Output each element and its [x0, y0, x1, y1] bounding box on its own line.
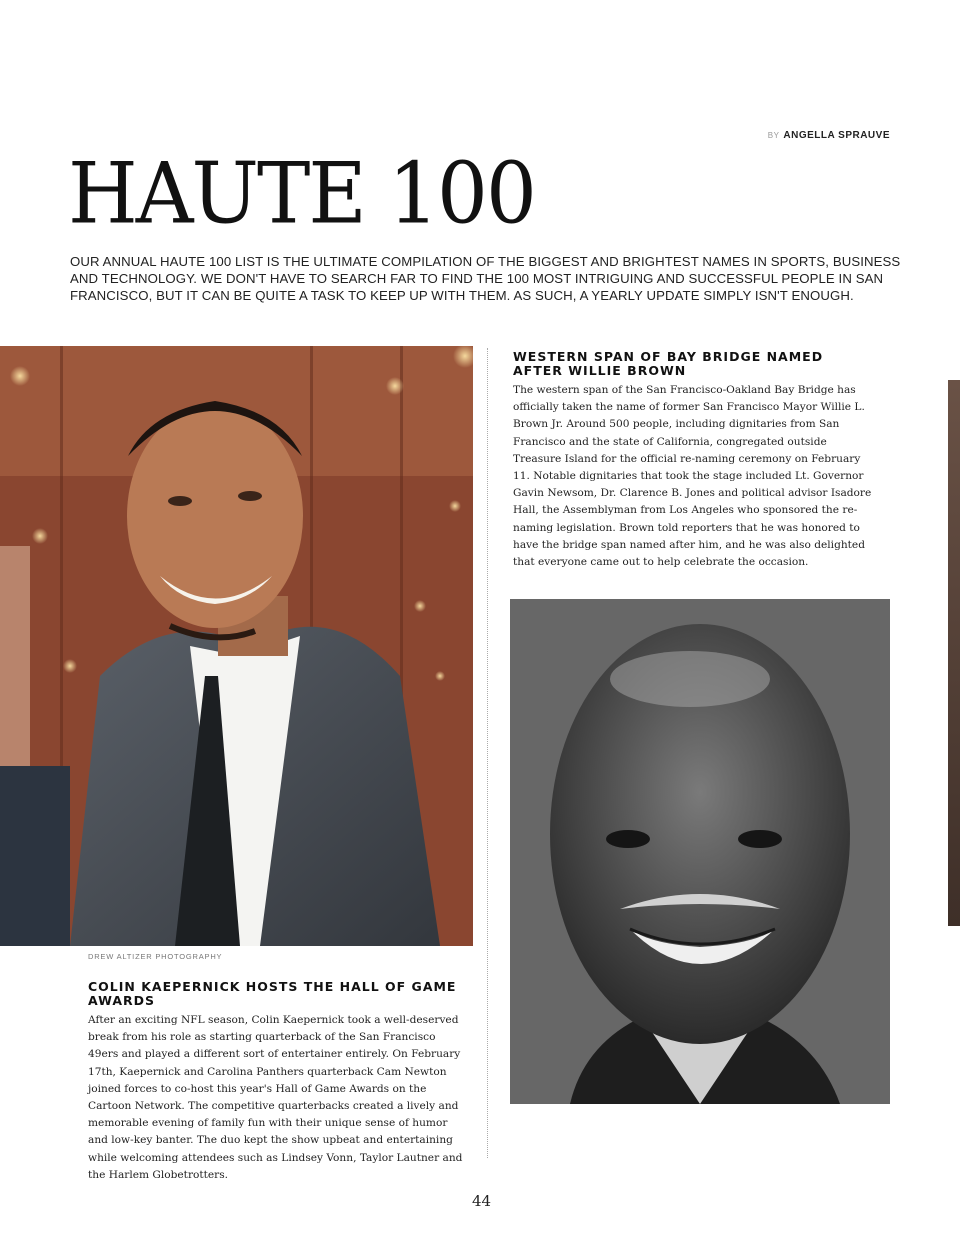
article-body: The western span of the San Francisco-Oakland Bay Bridge has officially taken the name of former San Francisco Mayor Willie L. Brown Jr. Around 500 people, including dignitaries from San Francisco and the state of California, congregated outside Treasure Island for the official re-naming ceremony on February 11. Notable dignitaries that took the stage included Lt. Governor Gavin Newsom, Dr. Clarence B. Jones and political advisor Isadore Hall, the Assemblyman from Los Angeles who sponsored the re-naming legislation. Brown told reporters that he was honored to have the bridge span named after him, and he was also delighted that everyone came out to help celebrate the occasion. [513, 384, 872, 569]
article-willie-brown [513, 350, 873, 571]
page-title: HAUTE 100 [68, 144, 535, 243]
willie-brown-photo [510, 599, 890, 1104]
page-number: 44 [472, 1192, 492, 1210]
adjacent-page-edge [948, 380, 960, 926]
byline-author: ANGELLA SPRAUVE [783, 130, 890, 141]
article-headline: COLIN KAEPERNICK HOSTS THE HALL OF GAME AWARDS [88, 979, 457, 1008]
article-headline: WESTERN SPAN OF BAY BRIDGE NAMED AFTER WILLIE BROWN [513, 349, 824, 378]
photo-credit: DREW ALTIZER PHOTOGRAPHY [88, 952, 223, 961]
column-divider [487, 348, 488, 1158]
article-kaepernick [88, 980, 468, 1184]
byline-prefix: BY [767, 131, 780, 140]
byline [768, 130, 890, 141]
article-body: After an exciting NFL season, Colin Kaepernick took a well-deserved break from his role as starting quarterback of the San Francisco 49ers and played a different sort of entertainer entirely. On February 17th, Kaepernick and Carolina Panthers quarterback Cam Newton joined forces to co-host this year's Hall of Game Awards on the Cartoon Network. The competitive quarterbacks created a lively and memorable evening of family fun with their unique sense of humor and low-key banter. The duo kept the show upbeat and entertaining while welcoming attendees such as Lindsey Vonn, Taylor Lautner and the Harlem Globetrotters. [88, 1014, 463, 1181]
kaepernick-photo [0, 346, 473, 946]
intro-paragraph: OUR ANNUAL HAUTE 100 LIST IS THE ULTIMATE COMPILATION OF THE BIGGEST AND BRIGHTEST NAMES IN SPORTS, BUSINESS AND TECHNOLOGY. WE DON'T HAVE TO SEARCH FAR TO FIND THE 100 MOST INTRIGUING AND SUCCESSFUL PEOPLE IN SAN FRANCISCO, BUT IT CAN BE QUITE A TASK TO KEEP UP WITH THEM. AS SUCH, A YEARLY UPDATE SIMPLY ISN'T ENOUGH. [70, 254, 901, 304]
